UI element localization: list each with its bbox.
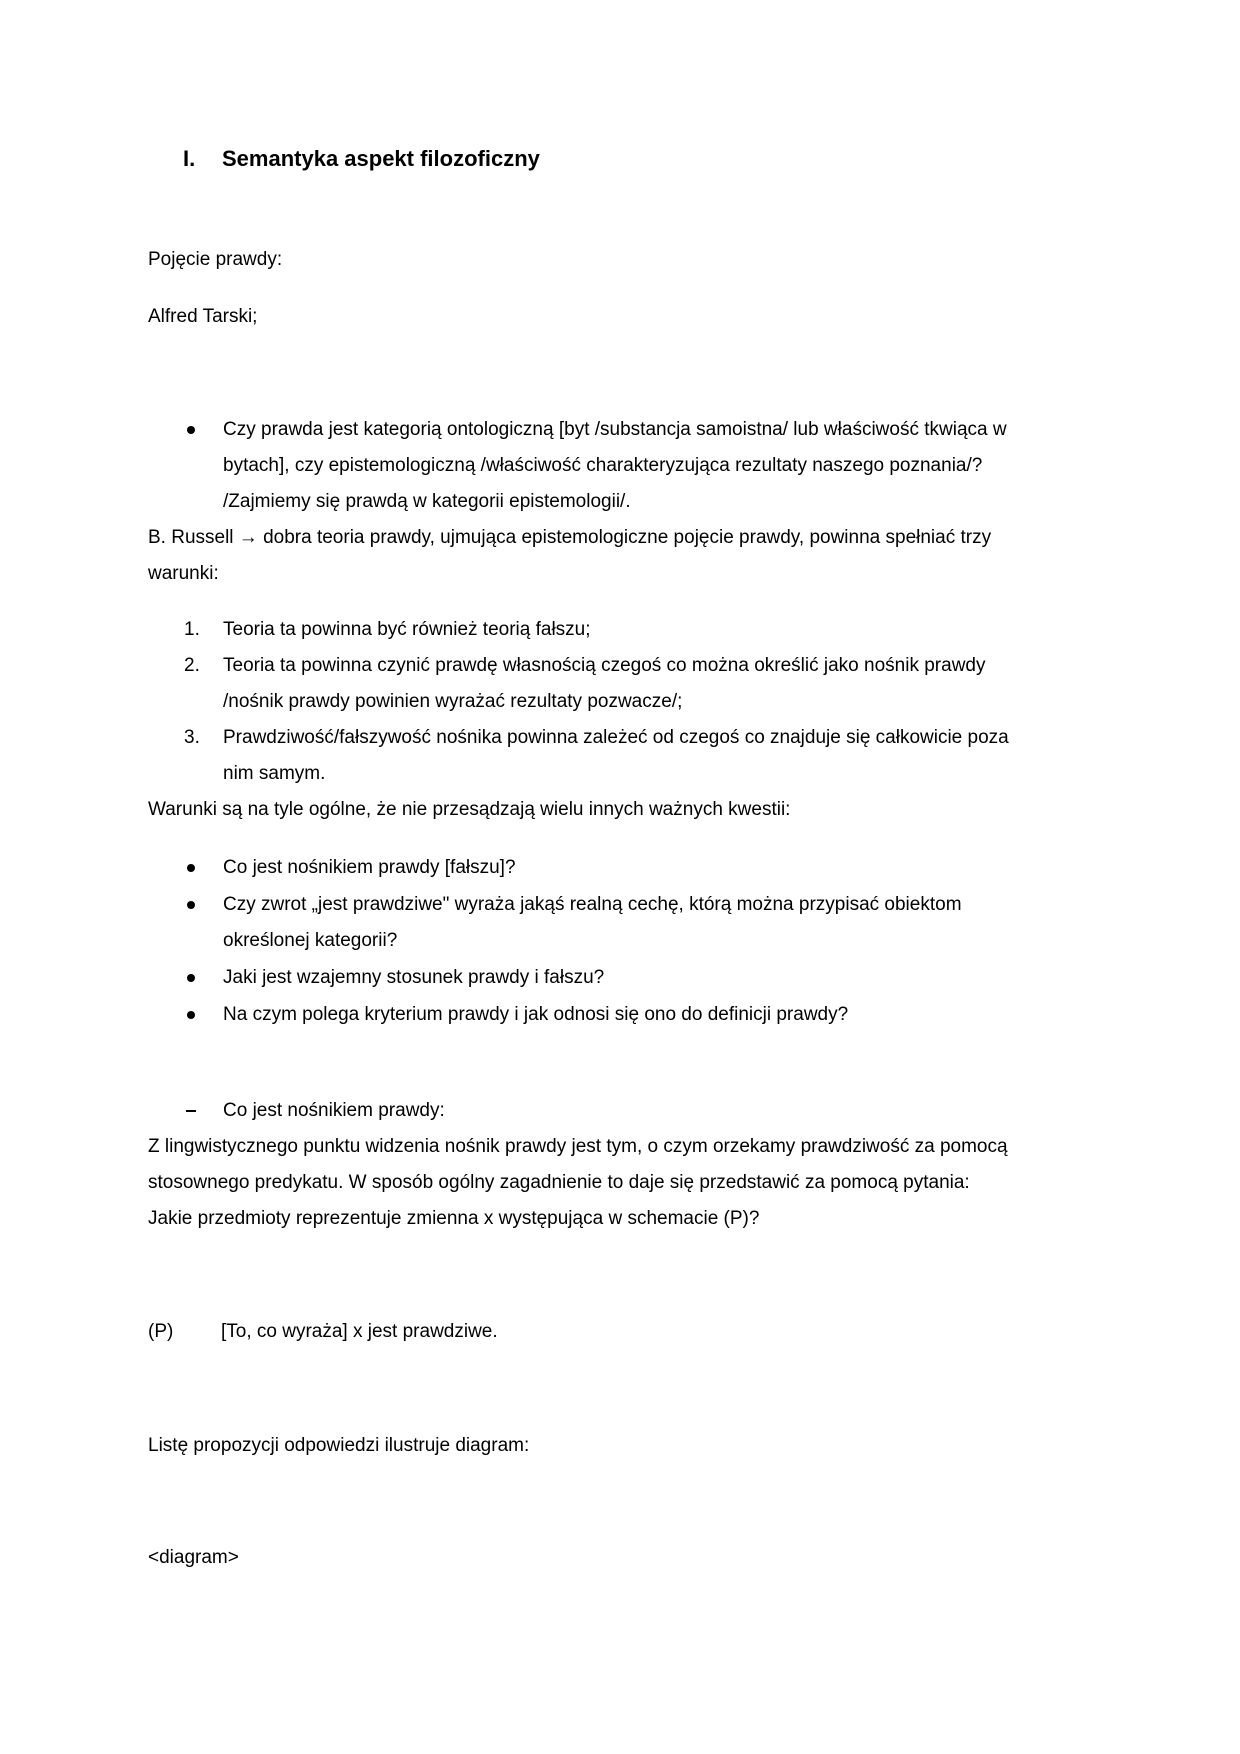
numbered-marker-3: 3. — [184, 727, 200, 748]
bullet2-item-3: Jaki jest wzajemny stosunek prawdy i fałszu? — [223, 967, 605, 988]
numbered-marker-1: 1. — [184, 619, 200, 640]
heading-title: Semantyka aspekt filozoficzny — [222, 146, 540, 171]
bullet1-line-2: bytach], czy epistemologiczną /właściwość charakteryzująca rezultaty naszego poznania/? — [223, 455, 983, 476]
numbered-item-2-line-1: Teoria ta powinna czynić prawdę własnością czegoś co można określić jako nośnik prawdy — [223, 655, 986, 676]
bullet1-line-3: /Zajmiemy się prawdą w kategorii epistemologii/. — [223, 491, 631, 512]
bullet-icon — [187, 1011, 195, 1019]
bullet2-item-2-line-2: określonej kategorii? — [223, 930, 398, 951]
numbered-marker-2: 2. — [184, 655, 200, 676]
bullet-icon — [187, 426, 195, 434]
numbered-item-3-line-1: Prawdziwość/fałszywość nośnika powinna zależeć od czegoś co znajduje się całkowicie poza — [223, 727, 1009, 748]
dash-icon — [186, 1110, 196, 1112]
schema-text: [To, co wyraża] x jest prawdziwe. — [221, 1321, 498, 1342]
bullet2-item-2-line-1: Czy zwrot „jest prawdziwe" wyraża jakąś realną cechę, którą można przypisać obiektom — [223, 894, 962, 915]
paragraph-line-3: Jakie przedmioty reprezentuje zmienna x występująca w schemacie (P)? — [148, 1208, 760, 1229]
heading-number: I. — [183, 146, 196, 171]
bullet-icon — [187, 901, 195, 909]
numbered-item-3-line-2: nim samym. — [223, 763, 326, 784]
russell-line-1: B. Russell → dobra teoria prawdy, ujmująca epistemologiczne pojęcie prawdy, powinna spełniać trzy — [148, 527, 992, 548]
paragraph-line-1: Z lingwistycznego punktu widzenia nośnik prawdy jest tym, o czym orzekamy prawdziwość za pomocą — [148, 1136, 1008, 1157]
paragraph-line-2: stosownego predykatu. W sposób ogólny zagadnienie to daje się przedstawić za pomocą pytania: — [148, 1172, 970, 1193]
warunki-line: Warunki są na tyle ogólne, że nie przesądzają wielu innych ważnych kwestii: — [148, 799, 791, 820]
intro-line-2: Alfred Tarski; — [148, 306, 258, 327]
diagram-intro: Listę propozycji odpowiedzi ilustruje diagram: — [148, 1435, 530, 1456]
bullet-icon — [187, 974, 195, 982]
intro-line-1: Pojęcie prawdy: — [148, 249, 283, 270]
schema-label: (P) — [148, 1321, 174, 1342]
diagram-placeholder: <diagram> — [148, 1547, 239, 1568]
bullet1-line-1: Czy prawda jest kategorią ontologiczną [byt /substancja samoistna/ lub właściwość tkwiąca w — [223, 419, 1007, 440]
russell-line-2: warunki: — [148, 563, 219, 584]
numbered-item-1-line-1: Teoria ta powinna być również teorią fałszu; — [223, 619, 591, 640]
bullet2-item-1: Co jest nośnikiem prawdy [fałszu]? — [223, 857, 516, 878]
dash-item: Co jest nośnikiem prawdy: — [223, 1100, 445, 1121]
numbered-item-2-line-2: /nośnik prawdy powinien wyrażać rezultaty pozwacze/; — [223, 691, 683, 712]
bullet2-item-4: Na czym polega kryterium prawdy i jak odnosi się ono do definicji prawdy? — [223, 1004, 849, 1025]
bullet-icon — [187, 864, 195, 872]
